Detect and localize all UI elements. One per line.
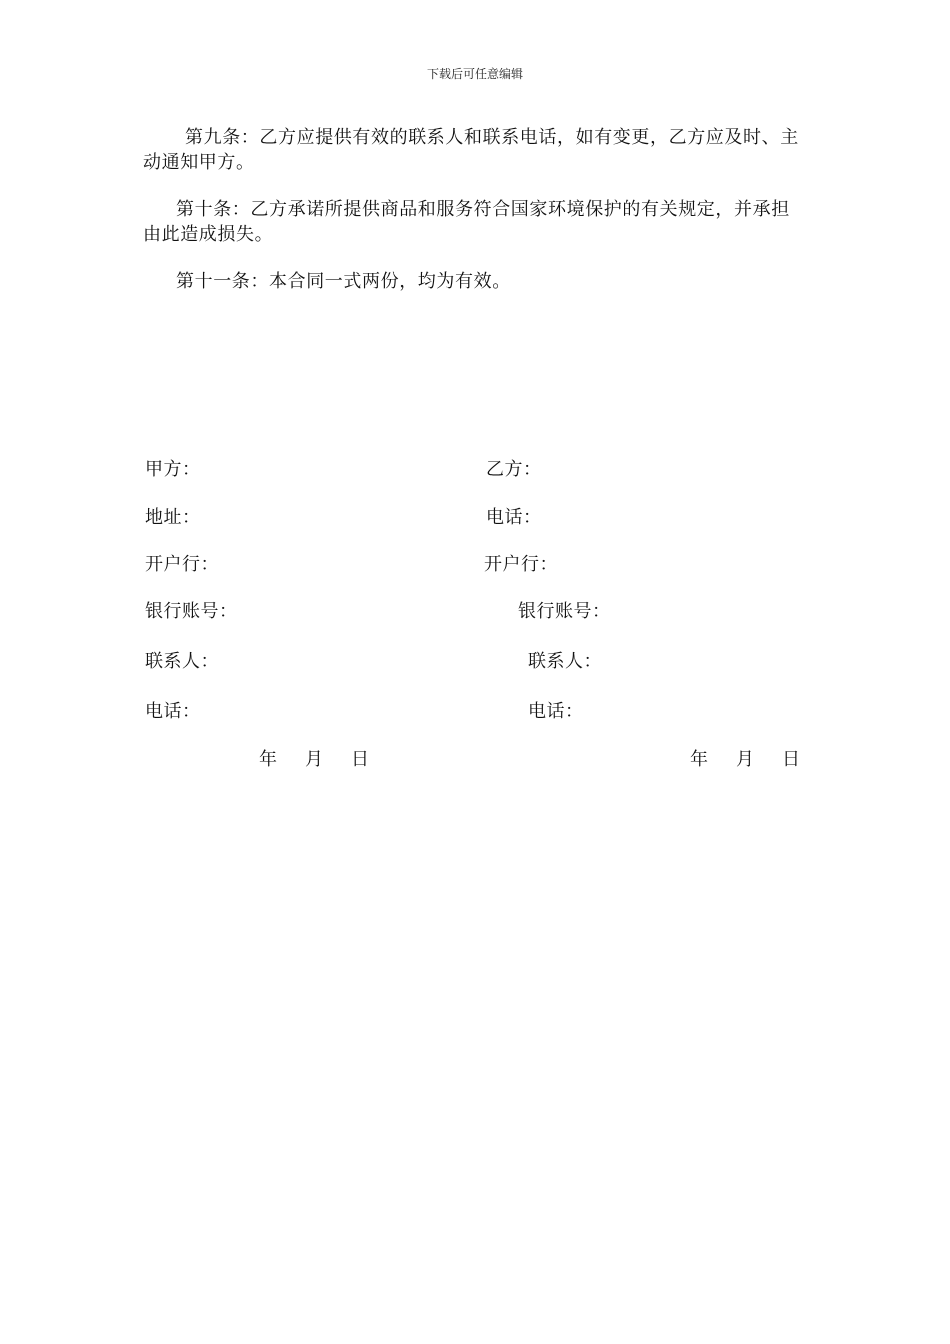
party-a-contact-label: 联系人： xyxy=(145,651,219,672)
page-header-note: 下载后可任意编辑 xyxy=(426,67,523,81)
party-b-date-month: 月 xyxy=(736,749,754,770)
party-a-account-label: 银行账号： xyxy=(145,601,238,622)
party-b-bank-label: 开户行： xyxy=(484,554,558,575)
party-b-phone2-label: 电话： xyxy=(528,701,584,722)
party-a-name-label: 甲方： xyxy=(145,459,201,480)
party-b-name-label: 乙方： xyxy=(486,459,542,480)
party-a-date-day: 日 xyxy=(351,749,369,770)
article-10: 第十条：乙方承诺所提供商品和服务符合国家环境保护的有关规定，并承担由此造成损失。 xyxy=(143,199,790,245)
party-b-account-label: 银行账号： xyxy=(518,601,611,622)
party-a-date-month: 月 xyxy=(305,749,323,770)
party-b-date xyxy=(690,748,800,772)
party-a-phone-label: 电话： xyxy=(145,701,201,722)
party-b-phone-label: 电话： xyxy=(486,507,542,528)
article-11: 第十一条：本合同一式两份，均为有效。 xyxy=(176,271,511,292)
party-a-date xyxy=(259,748,369,772)
article-9: 第九条：乙方应提供有效的联系人和联系电话，如有变更，乙方应及时、主动通知甲方。 xyxy=(143,127,799,173)
party-a-date-year: 年 xyxy=(259,749,277,770)
party-b-date-year: 年 xyxy=(690,749,708,770)
party-a-bank-label: 开户行： xyxy=(145,554,219,575)
party-b-date-day: 日 xyxy=(782,749,800,770)
party-b-contact-label: 联系人： xyxy=(528,651,602,672)
party-a-address-label: 地址： xyxy=(145,507,201,528)
